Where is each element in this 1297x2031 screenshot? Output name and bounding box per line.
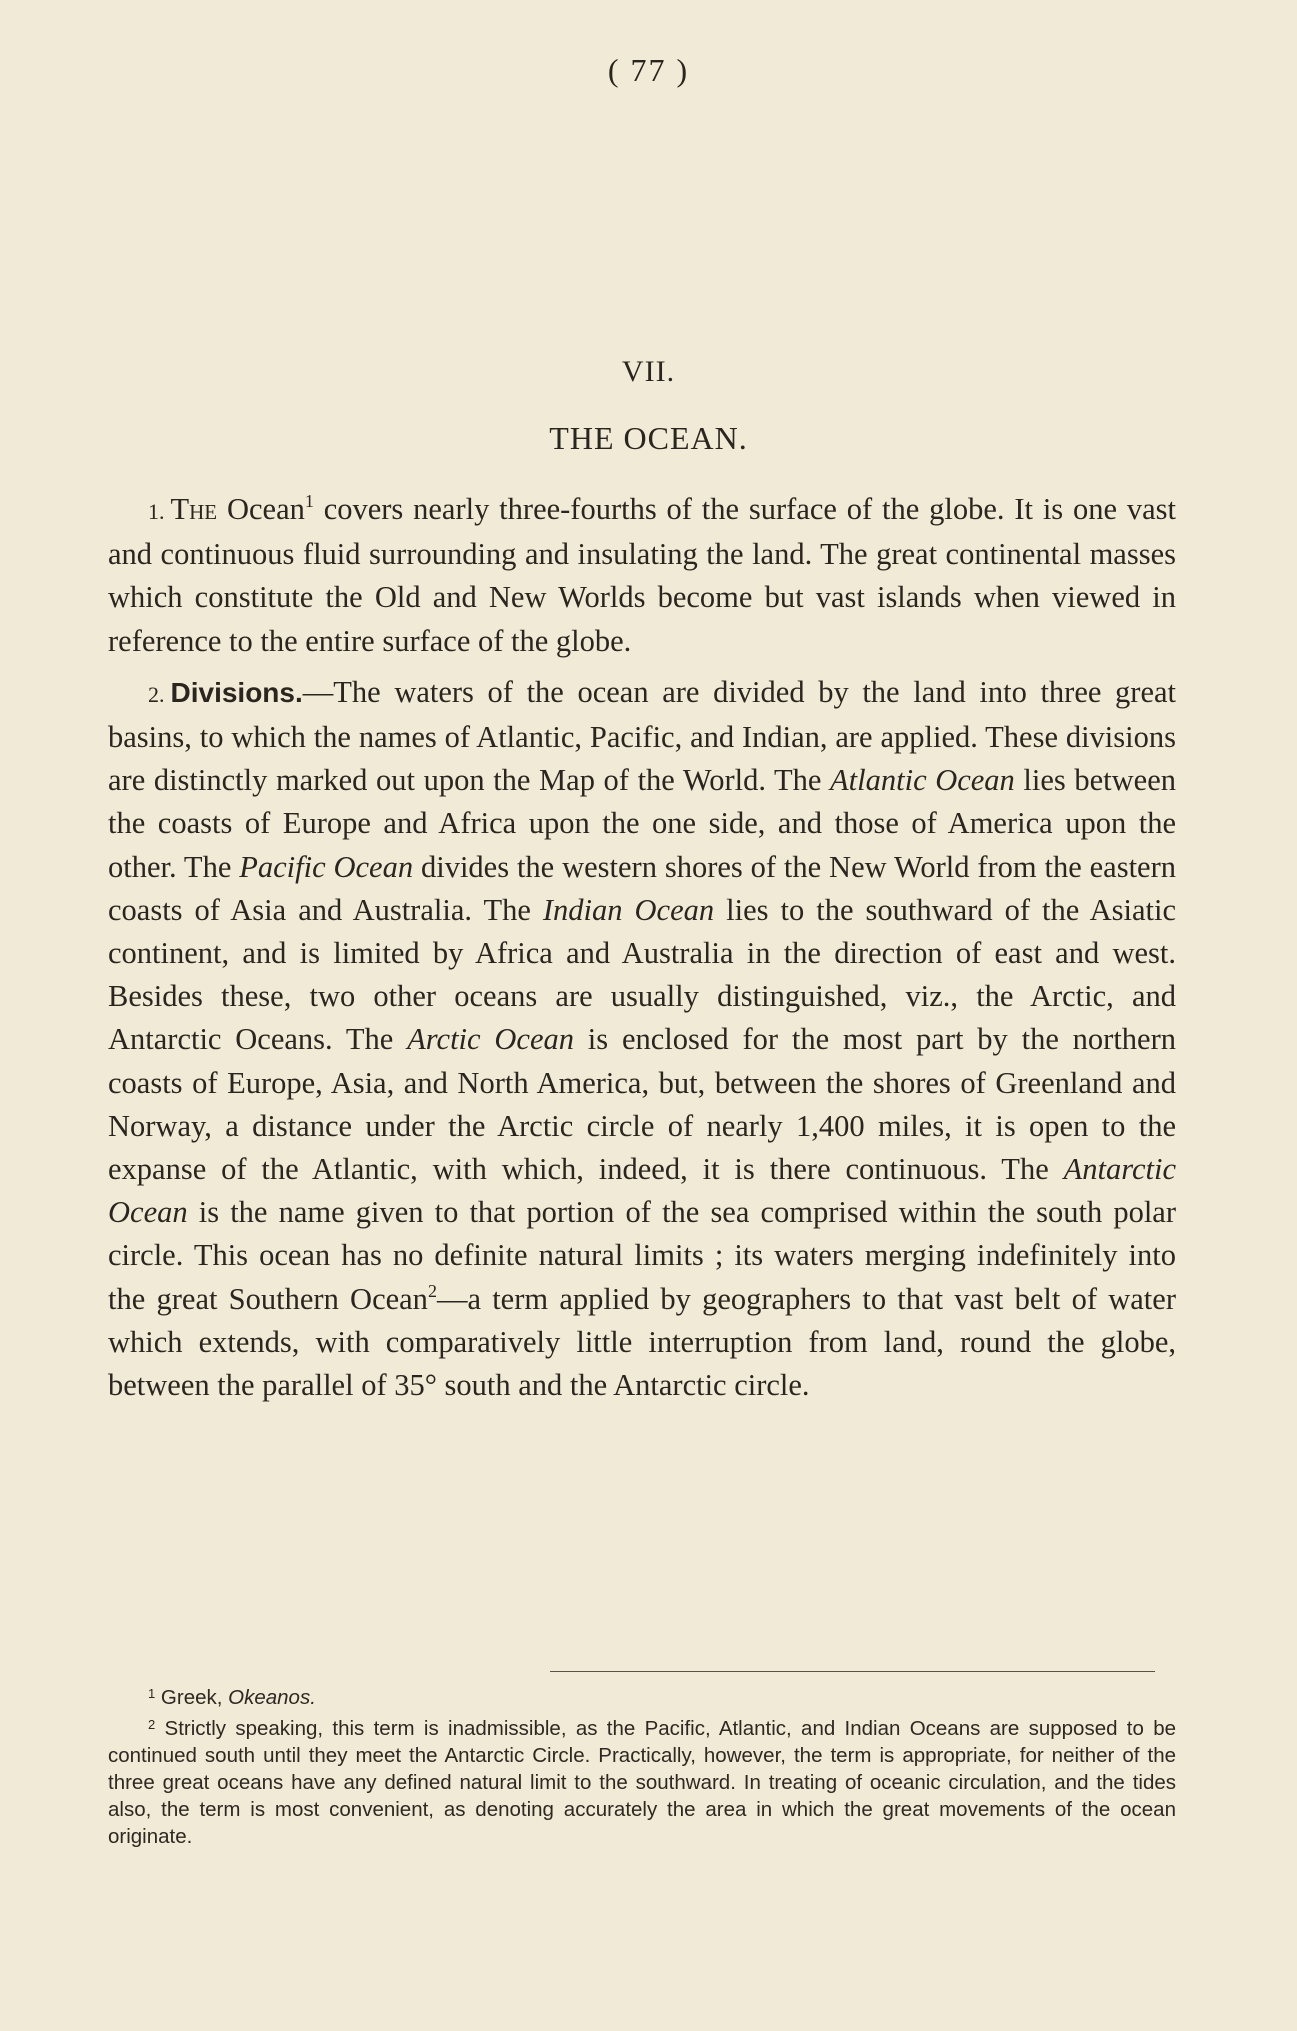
footnote-text: Strictly speaking, this term is inadmissible, as the Pacific, Atlantic, and Indian Oceans are supposed to be continued south until they meet the Antarctic Circle. Practically, however, the term is appropriate, for neither of the three great oceans have any defined natural limit to the southward. In treating of oceanic circulation, and the tides also, the term is most convenient, as denoting accurately the area in which the great movements of the ocean originate. xyxy=(108,1717,1176,1848)
footnote-1 xyxy=(108,1684,1176,1711)
footnote-number: 2 xyxy=(148,1717,156,1732)
paragraph-text: divides the western shores of the New World from the eastern coasts of Asia and Australia. The xyxy=(108,849,1176,927)
footnote-2 xyxy=(108,1715,1176,1850)
ocean-name: Pacific Ocean xyxy=(239,849,414,884)
page-number: ( 77 ) xyxy=(607,52,690,88)
paragraph-text: is the name given to that portion of the sea comprised within the south polar circle. This ocean has no definite natural limits ; its waters merging indefinitely into the great Southern Ocean xyxy=(108,1195,1176,1316)
paragraph-text: covers nearly three-fourths of the surface of the globe. It is one vast and continuous fluid surrounding and insulating the land. The great continental masses which constitute the Old and New Worlds become but vast islands when viewed in reference to the entire surface of the globe. xyxy=(108,492,1177,658)
paragraph-1 xyxy=(108,488,1176,663)
section-heading: Divisions. xyxy=(170,676,303,708)
paragraph-2 xyxy=(108,671,1176,1407)
paragraph-text: Ocean xyxy=(217,492,305,526)
paragraph-text: is enclosed for the most part by the northern coasts of Europe, Asia, and North America, but, between the shores of Greenland and Norway, a distance under the Arctic circle of nearly 1,400 miles, it is open to the expanse of the Atlantic, with which, indeed, it is there continuous. The xyxy=(108,1022,1177,1187)
paragraph-text: lies between the coasts of Europe and Africa upon the one side, and those of America upon the other. The xyxy=(108,763,1176,884)
body-text xyxy=(108,488,1176,1415)
footnote-number: 1 xyxy=(148,1686,156,1701)
footnote-divider xyxy=(550,1671,1155,1672)
paragraph-text: —The waters of the ocean are divided by the land into three great basins, to which the names of Atlantic, Pacific, and Indian, are applied. These divisions are distinctly marked out upon the Map of the World. The xyxy=(108,674,1176,798)
footnote-italic: Okeanos. xyxy=(228,1686,316,1709)
footnotes xyxy=(108,1684,1176,1854)
footnote-ref[interactable]: 1 xyxy=(304,491,314,511)
chapter-number: VII. xyxy=(621,355,676,388)
paragraph-text: —a term applied by geographers to that vast belt of water which extends, with comparatively little interruption from land, round the globe, between the parallel of 35° south and the Antarctic circle. xyxy=(108,1281,1176,1403)
ocean-name: Antarctic Ocean xyxy=(108,1152,1176,1230)
ocean-name: Arctic Ocean xyxy=(407,1022,574,1057)
footnote-text: Greek, xyxy=(155,1686,229,1709)
paragraph-text: lies to the southward of the Asiatic continent, and is limited by Africa and Australia in the direction of east and west. Besides these, two other oceans are usually distinguished, viz., the Arctic, and Antarctic Oceans. The xyxy=(108,892,1176,1057)
paragraph-number: 1. xyxy=(148,499,165,524)
lead-word: The xyxy=(170,492,218,526)
paragraph-number: 2. xyxy=(148,681,165,707)
ocean-name: Indian Ocean xyxy=(542,892,715,927)
ocean-name: Atlantic Ocean xyxy=(830,763,1015,798)
footnote-ref[interactable]: 2 xyxy=(427,1280,437,1301)
chapter-title: THE OCEAN. xyxy=(549,420,748,456)
